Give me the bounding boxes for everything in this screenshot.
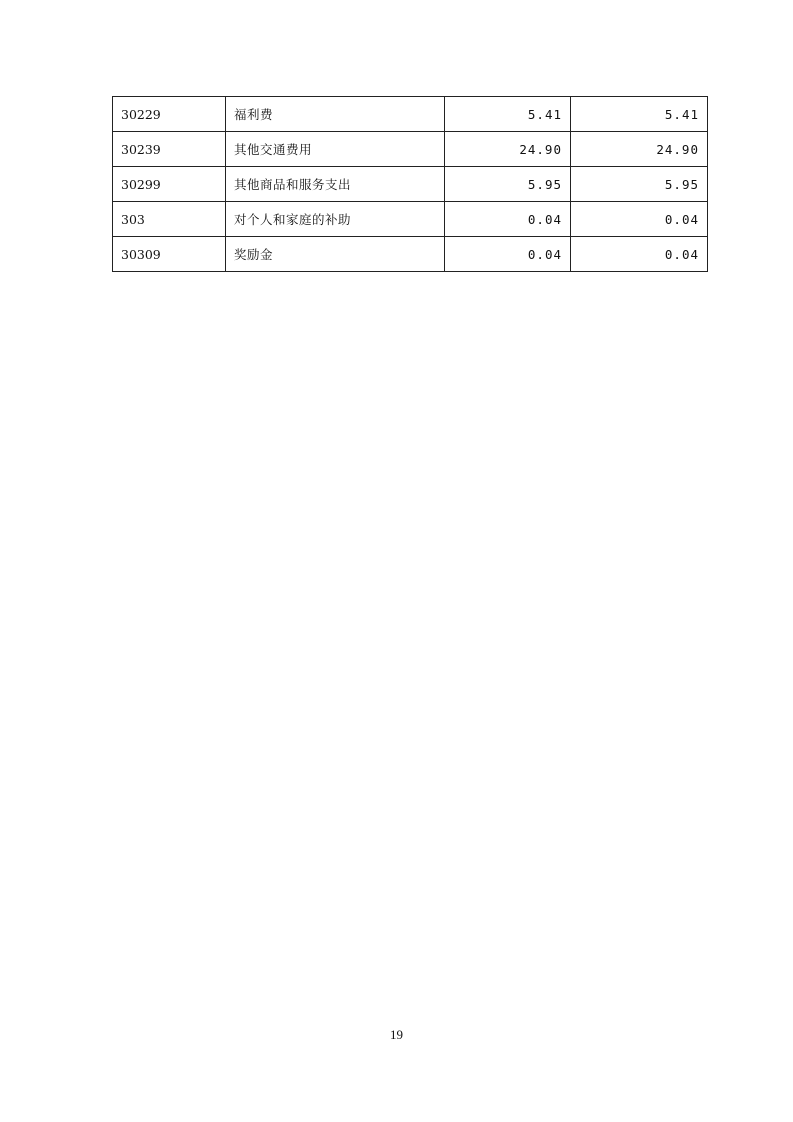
page-number: 19 [390,1027,403,1042]
amount-value-2: 24.90 [571,132,708,167]
subject-code: 303 [113,202,226,237]
subject-name: 福利费 [226,97,445,132]
subject-name: 对个人和家庭的补助 [226,202,445,237]
subject-name: 其他商品和服务支出 [226,167,445,202]
table-row [113,167,708,202]
amount-value-2: 5.95 [571,167,708,202]
amount-value-1: 5.41 [445,97,571,132]
subject-code: 30239 [113,132,226,167]
amount-value-2: 0.04 [571,237,708,272]
amount-value-1: 0.04 [445,237,571,272]
amount-value-1: 24.90 [445,132,571,167]
table-row [113,97,708,132]
subject-code: 30229 [113,97,226,132]
amount-value-1: 0.04 [445,202,571,237]
subject-name: 其他交通费用 [226,132,445,167]
subject-code: 30299 [113,167,226,202]
amount-value-1: 5.95 [445,167,571,202]
table-row [113,202,708,237]
table-row [113,132,708,167]
amount-value-2: 0.04 [571,202,708,237]
budget-table [112,96,708,272]
amount-value-2: 5.41 [571,97,708,132]
subject-code: 30309 [113,237,226,272]
subject-name: 奖励金 [226,237,445,272]
table-row [113,237,708,272]
